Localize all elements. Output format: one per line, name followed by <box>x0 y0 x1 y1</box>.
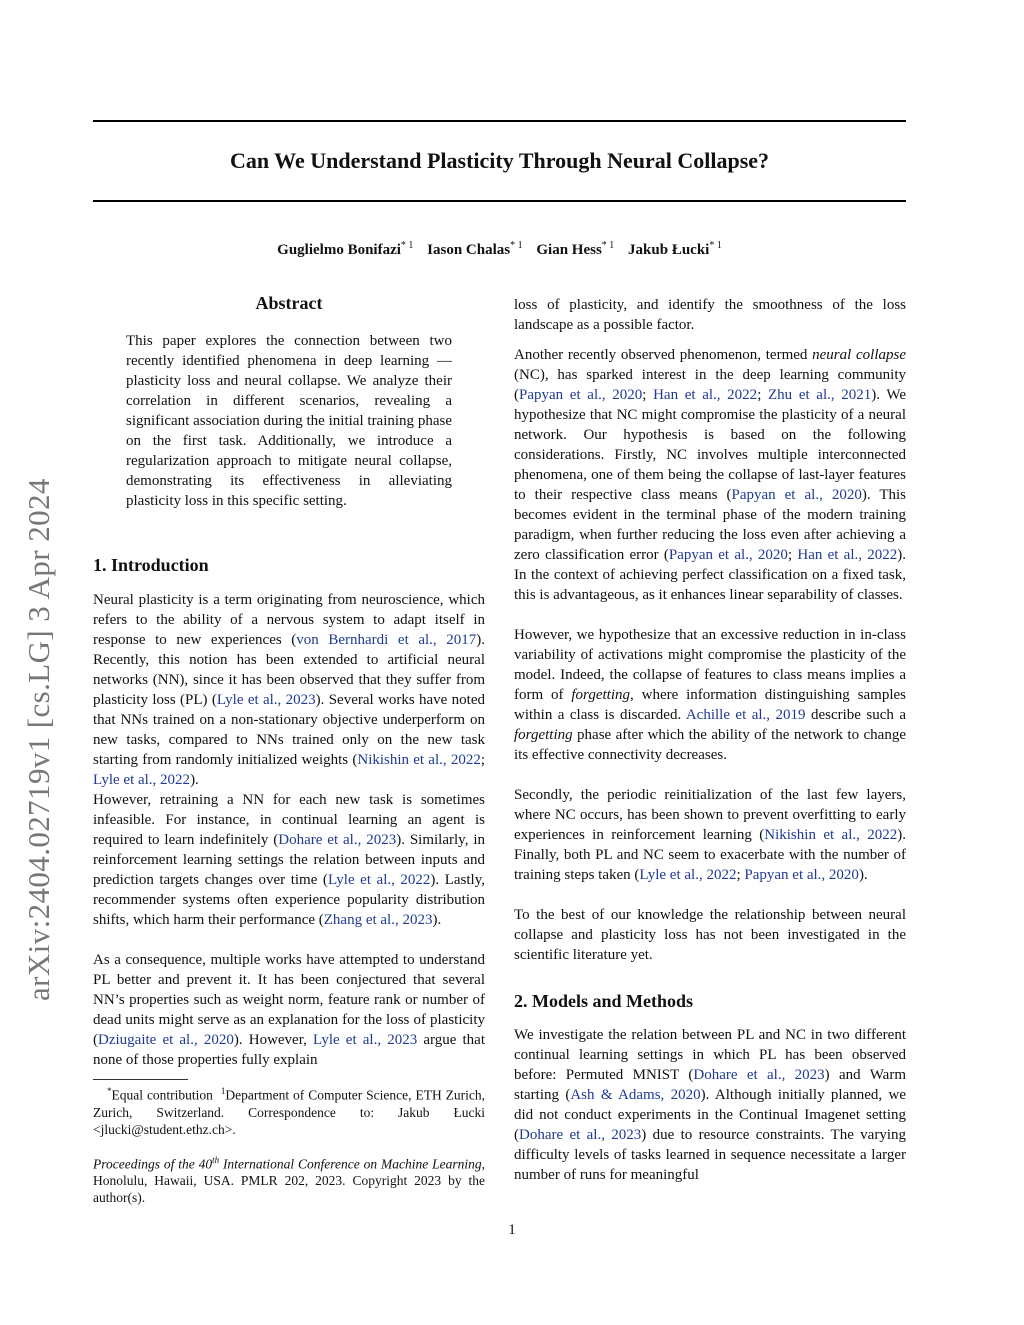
proceedings-note: Proceedings of the 40th International Conference on Machine Learning, Honolulu, Hawaii, USA. PMLR 202, 2023. Copyright 2023 by the author(s). <box>93 1154 485 1205</box>
methods-paragraph-1: We investigate the relation between PL and NC in two different continual learning settings in which PL has been observed before: Permuted MNIST (Dohare et al., 2023) and Warm starting (Ash & Adams, 2020). Although initially planned, we did not conduct experiments in the Continual Imagenet setting (Dohare et al., 2023) due to resource constraints. The varying difficulty levels of tasks learned in sequence necessitate a larger number of runs for meaningful <box>514 1027 907 1183</box>
author: Gian Hess$^{* 1}$ <box>536 240 615 258</box>
citation-link[interactable]: Han et al., 2022 <box>653 387 758 403</box>
intro-paragraph-5: Another recently observed phenomenon, termed neural collapse (NC), has sparked interest in the deep learning community (Papyan et al., 2020; Han et al., 2022; Zhu et al., 2021). We hypothesize that NC might compromise the plasticity of a neural network. Our hypothesis is based on the following considerations. Firstly, NC involves multiple interconnected phenomena, one of them being the collapse of last-layer features to their respective class means (Papyan et al., 2020). This becomes evident in the terminal phase of the modern training paradigm, when further reducing the loss even after achieving a zero classification error (Papyan et al., 2020; Han et al., 2022). In the context of achieving perfect classification on a fixed task, this is advantageous, as it enhances linear separability of classes. <box>514 347 907 603</box>
citation-link[interactable]: Han et al., 2022 <box>797 547 898 563</box>
citation-link[interactable]: Achille et al., 2019 <box>685 707 806 723</box>
citation-link[interactable]: Lyle et al., 2023 <box>216 692 316 708</box>
author: Iason Chalas$^{* 1}$ <box>427 240 523 258</box>
citation-link[interactable]: Nikishin et al., 2022 <box>764 827 898 843</box>
top-rule <box>93 120 906 122</box>
intro-paragraph-2: However, retraining a NN for each new task is sometimes infeasible. For instance, in continual learning an agent is required to learn indefinitely (Dohare et al., 2023). Similarly, in reinforcement learning settings the relation between inputs and prediction targets changes over time (Lyle et al., 2022). Lastly, recommender systems often experience popularity distribution shifts, which harm their performance (Zhang et al., 2023). <box>93 792 485 928</box>
citation-link[interactable]: Papyan et al., 2020 <box>519 387 643 403</box>
footnote <box>93 1083 485 1206</box>
abstract-text: This paper explores the connection between two recently identified phenomena in deep learning — plasticity loss and neural collapse. We analyze their correlation in different scenarios, revealing a significant association during the initial training phase on the first task. Additionally, we introduce a regularization approach to mitigate neural collapse, demonstrating its effectiveness in alleviating plasticity loss in this specific setting. <box>126 333 452 509</box>
abstract-section <box>93 291 485 511</box>
paper-title: Can We Understand Plasticity Through Neural Collapse? <box>229 148 770 173</box>
footnote-text: *Equal contribution $^1$Department of Computer Science, ETH Zurich, Zurich, Switzerland. Correspondence to: Jakub Łucki <jlucki@student.ethz.ch>. <box>93 1086 486 1137</box>
citation-link[interactable]: Dohare et al., 2023 <box>693 1067 825 1083</box>
intro-paragraph-3: As a consequence, multiple works have attempted to understand PL better and prevent it. It has been conjectured that several NN’s properties such as weight norm, feature rank or number of dead units might serve as an explanation for the loss of plasticity (Dziugaite et al., 2020). However, Lyle et al., 2023 argue that none of those properties fully explain <box>93 952 485 1068</box>
citation-link[interactable]: Zhu et al., 2021 <box>768 387 872 403</box>
abstract-heading: Abstract <box>255 293 323 313</box>
citation-link[interactable]: Lyle et al., 2022 <box>639 867 737 883</box>
citation-link[interactable]: Dziugaite et al., 2020 <box>98 1032 234 1048</box>
citation-link[interactable]: Ash & Adams, 2020 <box>570 1087 701 1103</box>
citation-link[interactable]: Papyan et al., 2020 <box>731 487 862 503</box>
footnote-rule <box>93 1079 188 1080</box>
citation-link[interactable]: Lyle et al., 2023 <box>313 1032 418 1048</box>
citation-link[interactable]: Dohare et al., 2023 <box>278 832 397 848</box>
methods-heading: 2. Models and Methods <box>514 991 694 1011</box>
citation-link[interactable]: Zhang et al., 2023 <box>323 912 433 928</box>
intro-paragraph-8: To the best of our knowledge the relationship between neural collapse and plasticity loss has not been investigated in the scientific literature yet. <box>514 907 906 963</box>
citation-link[interactable]: Lyle et al., 2022 <box>327 872 431 888</box>
title-bottom-rule <box>93 200 906 202</box>
citation-link[interactable]: Papyan et al., 2020 <box>744 867 859 883</box>
intro-paragraph-7: Secondly, the periodic reinitialization of the last few layers, where NC occurs, has been shown to prevent overfitting to early experiences in reinforcement learning (Nikishin et al., 2022). Finally, both PL and NC seem to exacerbate with the number of training steps taken (Lyle et al., 2022; Papyan et al., 2020). <box>514 787 906 883</box>
author: Jakub Łucki$^{* 1}$ <box>628 240 722 258</box>
citation-link[interactable]: Dohare et al., 2023 <box>519 1127 642 1143</box>
arxiv-stamp: arXiv:2404.02719v1 [cs.LG] 3 Apr 2024 <box>21 478 56 1001</box>
intro-paragraph-6: However, we hypothesize that an excessive reduction in in-class variability of activations might compromise the plasticity of the model. Indeed, the collapse of features to class means implies a form of forgetting, where information distinguishing samples within a class is discarded. Achille et al., 2019 describe such a forgetting phase after which the ability of the network to change its effective connectivity decreases. <box>514 627 906 763</box>
citation-link[interactable]: Lyle et al., 2022 <box>93 772 191 788</box>
citation-link[interactable]: von Bernhardi et al., 2017 <box>296 632 477 648</box>
author-list <box>93 236 906 260</box>
author: Guglielmo Bonifazi$^{* 1}$ <box>277 240 414 258</box>
intro-paragraph-1: Neural plasticity is a term originating from neuroscience, which refers to the ability of a nervous system to adapt itself in response to new experiences (von Bernhardi et al., 2017). Recently, this notion has been extended to artificial neural networks (NN), since it has been observed that they suffer from plasticity loss (PL) (Lyle et al., 2023). Several works have noted that NNs trained on a non-stationary objective underperform on new tasks, compared to NNs trained only on the new task starting from randomly initialized weights (Nikishin et al., 2022; Lyle et al., 2022). <box>93 592 486 788</box>
intro-paragraph-4: loss of plasticity, and identify the smoothness of the loss landscape as a possible factor. <box>514 297 906 333</box>
intro-heading: 1. Introduction <box>93 555 209 575</box>
citation-link[interactable]: Nikishin et al., 2022 <box>357 752 481 768</box>
citation-link[interactable]: Papyan et al., 2020 <box>668 547 788 563</box>
page-number: 1 <box>508 1222 516 1238</box>
